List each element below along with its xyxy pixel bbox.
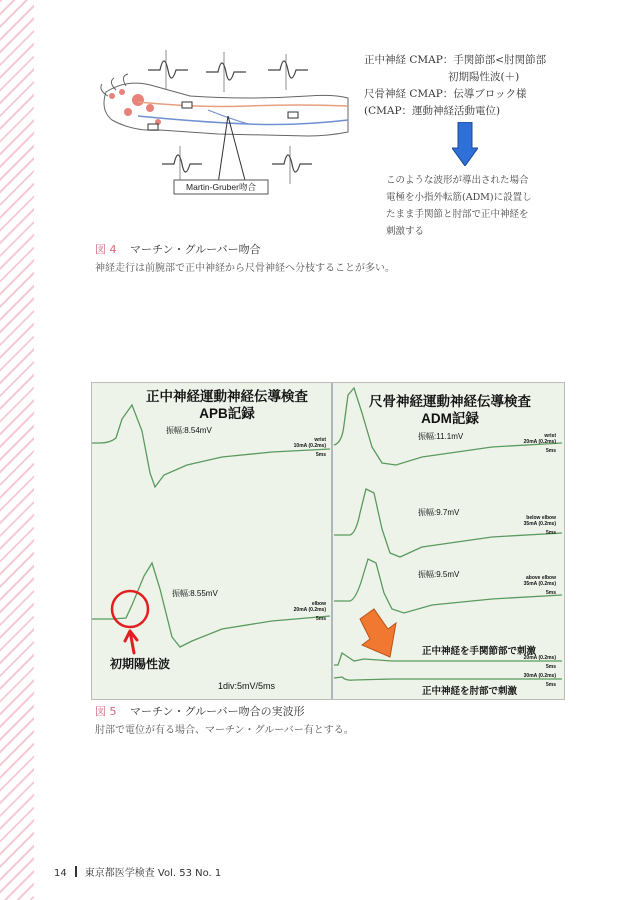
- tag-stim: 35mA (0.2ms): [523, 521, 556, 527]
- left-elbow-tag: [282, 601, 326, 622]
- decorative-stripe: [0, 0, 34, 900]
- fig5-title: マーチン・グルーバー吻合の実波形: [130, 705, 305, 718]
- right-above-elbow-tag: [512, 575, 556, 596]
- left-title-line1: 正中神経運動神経伝導検査: [146, 389, 308, 404]
- tag-site: wrist: [544, 433, 556, 439]
- cmap-notes: [364, 52, 604, 120]
- stim-wrist-tag: [512, 655, 556, 670]
- right-amp-wrist: 振幅:11.1mV: [418, 432, 464, 441]
- page-number: 14: [54, 868, 67, 879]
- right-below-elbow-tag: [512, 515, 556, 536]
- right-wrist-tag: [512, 433, 556, 454]
- note-line: (CMAP：運動神経活動電位): [364, 105, 501, 117]
- nerve-conduction-figure: [91, 382, 565, 700]
- orange-arrow-icon: [360, 609, 396, 657]
- tag-site: elbow: [311, 601, 326, 607]
- tag-stim: 20mA (0.2ms): [293, 607, 326, 613]
- stim-elbow-tag: [512, 673, 556, 688]
- explanation-line: 刺激する: [386, 226, 425, 237]
- explanation-line: 電極を小指外転筋(ADM)に設置し: [386, 192, 532, 203]
- left-amp-elbow: 振幅:8.55mV: [172, 589, 218, 598]
- note-line: 尺骨神経 CMAP：伝導ブロック様: [364, 88, 527, 100]
- fig5-number: 図 5: [95, 705, 117, 718]
- arm-label: Martin-Gruber吻合: [186, 182, 256, 192]
- right-panel-title: [342, 393, 558, 427]
- footer-divider: [75, 866, 77, 877]
- tag-time: 5ms: [545, 530, 556, 536]
- explanation-line: たまま手関節と肘部で正中神経を: [386, 209, 529, 220]
- right-title-line2: ADM記録: [421, 411, 479, 426]
- right-amp-below-elbow: 振幅:9.7mV: [418, 508, 460, 517]
- tag-time: 5ms: [315, 452, 326, 458]
- tag-time: 5ms: [545, 682, 556, 688]
- left-panel-title: [132, 388, 322, 422]
- tag-time: 5ms: [315, 616, 326, 622]
- down-arrow-icon: [452, 122, 478, 166]
- fig4-caption: [95, 241, 261, 257]
- arm-nerve-diagram: [98, 46, 360, 242]
- page-footer: [54, 864, 221, 879]
- tag-site: below elbow: [526, 515, 556, 521]
- fig4-title: マーチン・グルーバー吻合: [130, 243, 261, 256]
- initial-positive-label: 初期陽性波: [110, 657, 171, 671]
- stim-elbow-label: 正中神経を肘部で刺激: [422, 686, 518, 697]
- right-title-line1: 尺骨神経運動神経伝導検査: [369, 394, 531, 409]
- explanation-text: [386, 172, 586, 240]
- division-scale-label: 1div:5mV/5ms: [218, 681, 276, 691]
- tag-time: 5ms: [545, 664, 556, 670]
- tag-time: 5ms: [545, 448, 556, 454]
- left-title-line2: APB記録: [199, 406, 255, 421]
- tag-stim: 35mA (0.2ms): [523, 581, 556, 587]
- tag-stim: 20mA (0.2ms): [523, 655, 556, 661]
- tag-stim: 10mA (0.2ms): [293, 443, 326, 449]
- left-wrist-tag: [282, 437, 326, 458]
- tag-time: 5ms: [545, 590, 556, 596]
- journal-name: 東京都医学検査 Vol. 53 No. 1: [84, 868, 222, 879]
- tag-site: wrist: [314, 437, 326, 443]
- note-line: 正中神経 CMAP：手関節部<肘関節部: [364, 54, 547, 66]
- note-line: 初期陽性波(＋): [448, 71, 520, 83]
- stim-wrist-label: 正中神経を手関節部で刺激: [422, 646, 537, 657]
- right-amp-above-elbow: 振幅:9.5mV: [418, 570, 460, 579]
- tag-stim: 20mA (0.2ms): [523, 439, 556, 445]
- fig5-description: 肘部で電位が有る場合、マーチン・グルーバー有とする。: [95, 725, 354, 736]
- fig5-caption: [95, 703, 305, 719]
- fig4-number: 図 4: [95, 243, 117, 256]
- tag-stim: 30mA (0.2ms): [523, 673, 556, 679]
- explanation-line: このような波形が導出された場合: [386, 175, 529, 186]
- tag-site: above elbow: [525, 575, 556, 581]
- left-amp-wrist: 振幅:8.54mV: [166, 426, 212, 435]
- red-arrow-icon: [125, 631, 137, 653]
- fig4-description: 神経走行は前腕部で正中神経から尺骨神経へ分枝することが多い。: [95, 263, 395, 274]
